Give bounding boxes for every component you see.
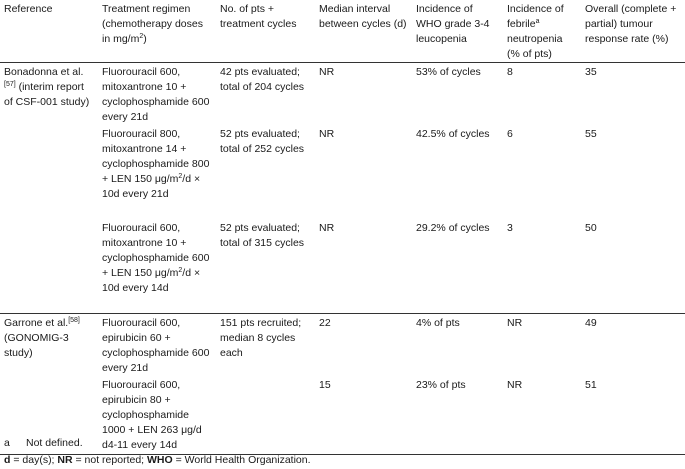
cell-regimen: Fluorouracil 600, mitoxantrone 10 + cyclophosphamide 600 + LEN 150 $\mu g/m^2/d \times 10d$ every 14d [98,219,216,314]
cell-reference: Bonadonna et al.[57] (interim report of CSF-001 study) [4,66,90,108]
cell-pts: 52 pts evaluated; total of 252 cycles [220,128,305,155]
cell-febrile: 8 [507,66,513,78]
cell-febrile: NR [507,317,523,329]
table-row [0,219,685,314]
header-pts: No. of pts + treatment cycles [216,0,315,63]
cell-leucopenia: 29.2% of cycles [412,219,503,314]
cell-reference [0,125,98,219]
header-reference: Reference [0,0,98,63]
table-row [0,63,685,126]
cell-febrile: 3 [503,219,581,314]
cell-regimen: Fluorouracil 600, epirubicin 80 + cyclophosphamide 1000 + LEN 263 μg/d d4-11 every 14d [98,376,216,455]
header-row [0,0,685,63]
table-row [0,314,685,377]
cell-response: 35 [585,66,597,78]
cell-interval: NR [319,66,335,78]
cell-reference [0,219,98,314]
cell-interval: NR [315,219,412,314]
cell-response: 51 [581,376,685,455]
cell-febrile: NR [503,376,581,455]
cell-response: 50 [581,219,685,314]
cell-febrile: 6 [507,128,513,140]
cell-regimen: Fluorouracil 600, epirubicin 60 + cyclophosphamide 600 every 21d [102,317,210,374]
abbreviations-note: d = day(s); NR = not reported; WHO = World Health Organization. [4,454,311,466]
header-regimen: Treatment regimen (chemotherapy doses in $mg/m^2$) [98,0,216,63]
footnote-mark: a [4,437,10,449]
footnote-text: Not defined. [26,437,83,449]
cell-interval: 15 [315,376,412,455]
header-interval: Median interval between cycles (d) [315,0,412,63]
cell-response: 55 [585,128,597,140]
cell-interval: NR [319,128,335,140]
table-row [0,376,685,455]
cell-pts: 42 pts evaluated; total of 204 cycles [220,66,305,93]
cell-leucopenia: 23% of pts [412,376,503,455]
table-row [0,125,685,219]
cell-leucopenia: 4% of pts [416,317,460,329]
header-leucopenia: Incidence of WHO grade 3-4 leucopenia [412,0,503,63]
header-febrile: Incidence of febrile$^a$ neutropenia (% of pts) [503,0,581,63]
cell-interval: 22 [319,317,331,329]
cell-leucopenia: 42.5% of cycles [416,128,490,140]
cell-pts: 52 pts evaluated; total of 315 cycles [216,219,315,314]
cell-response: 49 [585,317,597,329]
cell-leucopenia: 53% of cycles [416,66,481,78]
cell-regimen: Fluorouracil 600, mitoxantrone 10 + cyclophosphamide 600 every 21d [102,66,210,123]
cell-pts: 151 pts recruited; median 8 cycles each [220,317,302,359]
footnote-a [4,436,83,451]
header-response: Overall (complete + partial) tumour response rate (%) [581,0,685,63]
cell-pts [216,376,315,455]
cell-reference: Garrone et al.[58] (GONOMIG-3 study) [4,317,80,359]
cell-regimen: Fluorouracil 800, mitoxantrone 14 + cyclophosphamide 800 + LEN 150 $\mu g/m^2/d \times 10d$ every 21d [102,128,210,200]
